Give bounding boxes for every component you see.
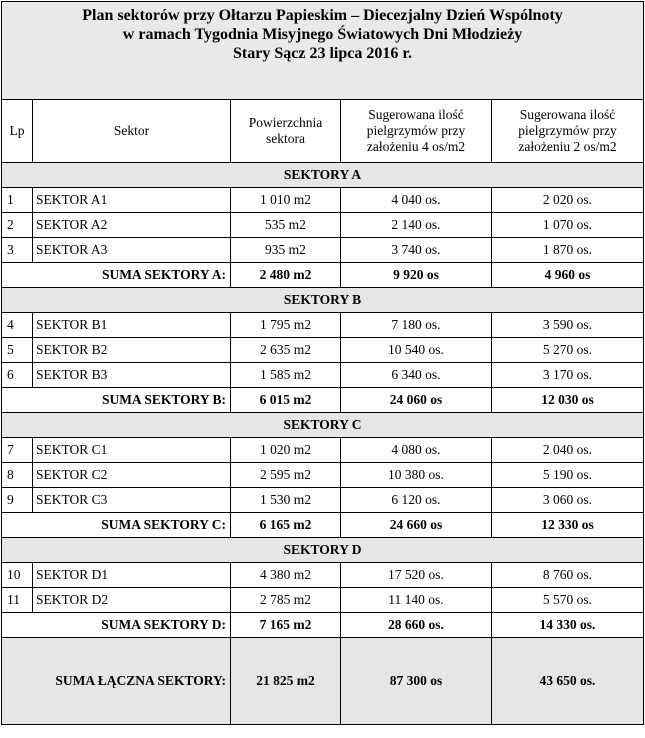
sum-row: [2, 613, 644, 638]
table-row: [2, 338, 644, 363]
row-area: 1 795 m2: [231, 313, 341, 338]
total-label: SUMA ŁĄCZNA SEKTORY:: [2, 638, 231, 725]
sum-pilgrims-2: 12 030 os: [492, 388, 644, 413]
row-lp: 8: [2, 463, 33, 488]
row-lp: 1: [2, 188, 33, 213]
row-sector-name: SEKTOR C2: [33, 463, 231, 488]
row-area: 1 530 m2: [231, 488, 341, 513]
row-area: 2 595 m2: [231, 463, 341, 488]
header-pilgrims-4: Sugerowana ilość pielgrzymów przy założeniu 4 os/m2: [341, 100, 492, 163]
table-row: [2, 313, 644, 338]
row-pilgrims-2: 5 570 os.: [492, 588, 644, 613]
sum-pilgrims-2: 4 960 os: [492, 263, 644, 288]
document-title: [2, 2, 644, 100]
row-pilgrims-2: 5 190 os.: [492, 463, 644, 488]
sum-pilgrims-2: 14 330 os.: [492, 613, 644, 638]
row-lp: 5: [2, 338, 33, 363]
row-lp: 10: [2, 563, 33, 588]
row-pilgrims-2: 2 020 os.: [492, 188, 644, 213]
row-pilgrims-4: 17 520 os.: [341, 563, 492, 588]
table-row: [2, 238, 644, 263]
sum-pilgrims-2: 12 330 os: [492, 513, 644, 538]
sum-area: 2 480 m2: [231, 263, 341, 288]
sum-row: [2, 263, 644, 288]
row-pilgrims-4: 11 140 os.: [341, 588, 492, 613]
sum-pilgrims-4: 24 660 os: [341, 513, 492, 538]
row-sector-name: SEKTOR A1: [33, 188, 231, 213]
row-area: 4 380 m2: [231, 563, 341, 588]
total-row: [2, 638, 644, 725]
row-sector-name: SEKTOR A3: [33, 238, 231, 263]
sum-pilgrims-4: 9 920 os: [341, 263, 492, 288]
row-sector-name: SEKTOR C3: [33, 488, 231, 513]
section-header-row: [2, 538, 644, 563]
row-sector-name: SEKTOR C1: [33, 438, 231, 463]
sum-area: 6 165 m2: [231, 513, 341, 538]
header-sektor: Sektor: [33, 100, 231, 163]
row-sector-name: SEKTOR D1: [33, 563, 231, 588]
row-sector-name: SEKTOR D2: [33, 588, 231, 613]
sum-label: SUMA SEKTORY B:: [2, 388, 231, 413]
row-pilgrims-4: 3 740 os.: [341, 238, 492, 263]
sum-row: [2, 513, 644, 538]
row-lp: 4: [2, 313, 33, 338]
sum-label: SUMA SEKTORY D:: [2, 613, 231, 638]
row-pilgrims-2: 3 590 os.: [492, 313, 644, 338]
sum-area: 7 165 m2: [231, 613, 341, 638]
table-row: [2, 438, 644, 463]
row-pilgrims-2: 3 170 os.: [492, 363, 644, 388]
row-lp: 3: [2, 238, 33, 263]
row-sector-name: SEKTOR B1: [33, 313, 231, 338]
row-area: 1 010 m2: [231, 188, 341, 213]
section-header-row: [2, 413, 644, 438]
table-row: [2, 363, 644, 388]
section-header-row: [2, 288, 644, 313]
row-pilgrims-2: 5 270 os.: [492, 338, 644, 363]
row-pilgrims-4: 10 380 os.: [341, 463, 492, 488]
row-lp: 6: [2, 363, 33, 388]
row-area: 1 020 m2: [231, 438, 341, 463]
row-sector-name: SEKTOR A2: [33, 213, 231, 238]
row-pilgrims-2: 2 040 os.: [492, 438, 644, 463]
table-row: [2, 463, 644, 488]
row-pilgrims-2: 8 760 os.: [492, 563, 644, 588]
sector-plan-document: [1, 1, 643, 725]
table-row: [2, 588, 644, 613]
section-header-row: [2, 163, 644, 188]
header-area: Powierzchnia sektora: [231, 100, 341, 163]
header-row: [2, 100, 644, 163]
row-sector-name: SEKTOR B2: [33, 338, 231, 363]
row-pilgrims-4: 2 140 os.: [341, 213, 492, 238]
row-pilgrims-2: 1 070 os.: [492, 213, 644, 238]
sum-label: SUMA SEKTORY C:: [2, 513, 231, 538]
title-line-3: Stary Sącz 23 lipca 2016 r.: [233, 45, 412, 62]
row-area: 1 585 m2: [231, 363, 341, 388]
sector-table: [1, 1, 644, 725]
sum-label: SUMA SEKTORY A:: [2, 263, 231, 288]
title-line-2: w ramach Tygodnia Misyjnego Światowych Dni Młodzieży: [122, 26, 523, 43]
sum-pilgrims-4: 28 660 os.: [341, 613, 492, 638]
table-row: [2, 188, 644, 213]
row-pilgrims-4: 4 040 os.: [341, 188, 492, 213]
section-title: SEKTORY C: [2, 413, 644, 438]
row-pilgrims-2: 3 060 os.: [492, 488, 644, 513]
table-row: [2, 488, 644, 513]
sum-pilgrims-4: 24 060 os: [341, 388, 492, 413]
row-pilgrims-4: 6 120 os.: [341, 488, 492, 513]
row-area: 935 m2: [231, 238, 341, 263]
row-sector-name: SEKTOR B3: [33, 363, 231, 388]
total-area: 21 825 m2: [231, 638, 341, 725]
section-title: SEKTORY B: [2, 288, 644, 313]
row-lp: 11: [2, 588, 33, 613]
header-pilgrims-2: Sugerowana ilość pielgrzymów przy założeniu 2 os/m2: [492, 100, 644, 163]
row-pilgrims-4: 4 080 os.: [341, 438, 492, 463]
total-pilgrims-4: 87 300 os: [341, 638, 492, 725]
row-area: 2 785 m2: [231, 588, 341, 613]
row-lp: 2: [2, 213, 33, 238]
row-lp: 9: [2, 488, 33, 513]
sum-area: 6 015 m2: [231, 388, 341, 413]
header-lp: Lp: [2, 100, 33, 163]
section-title: SEKTORY A: [2, 163, 644, 188]
row-pilgrims-4: 10 540 os.: [341, 338, 492, 363]
title-line-1: Plan sektorów przy Ołtarzu Papieskim – Diecezjalny Dzień Wspólnoty: [82, 7, 563, 24]
section-title: SEKTORY D: [2, 538, 644, 563]
sum-row: [2, 388, 644, 413]
total-pilgrims-2: 43 650 os.: [492, 638, 644, 725]
row-area: 2 635 m2: [231, 338, 341, 363]
row-lp: 7: [2, 438, 33, 463]
row-pilgrims-4: 6 340 os.: [341, 363, 492, 388]
row-pilgrims-2: 1 870 os.: [492, 238, 644, 263]
table-row: [2, 213, 644, 238]
row-area: 535 m2: [231, 213, 341, 238]
table-row: [2, 563, 644, 588]
row-pilgrims-4: 7 180 os.: [341, 313, 492, 338]
